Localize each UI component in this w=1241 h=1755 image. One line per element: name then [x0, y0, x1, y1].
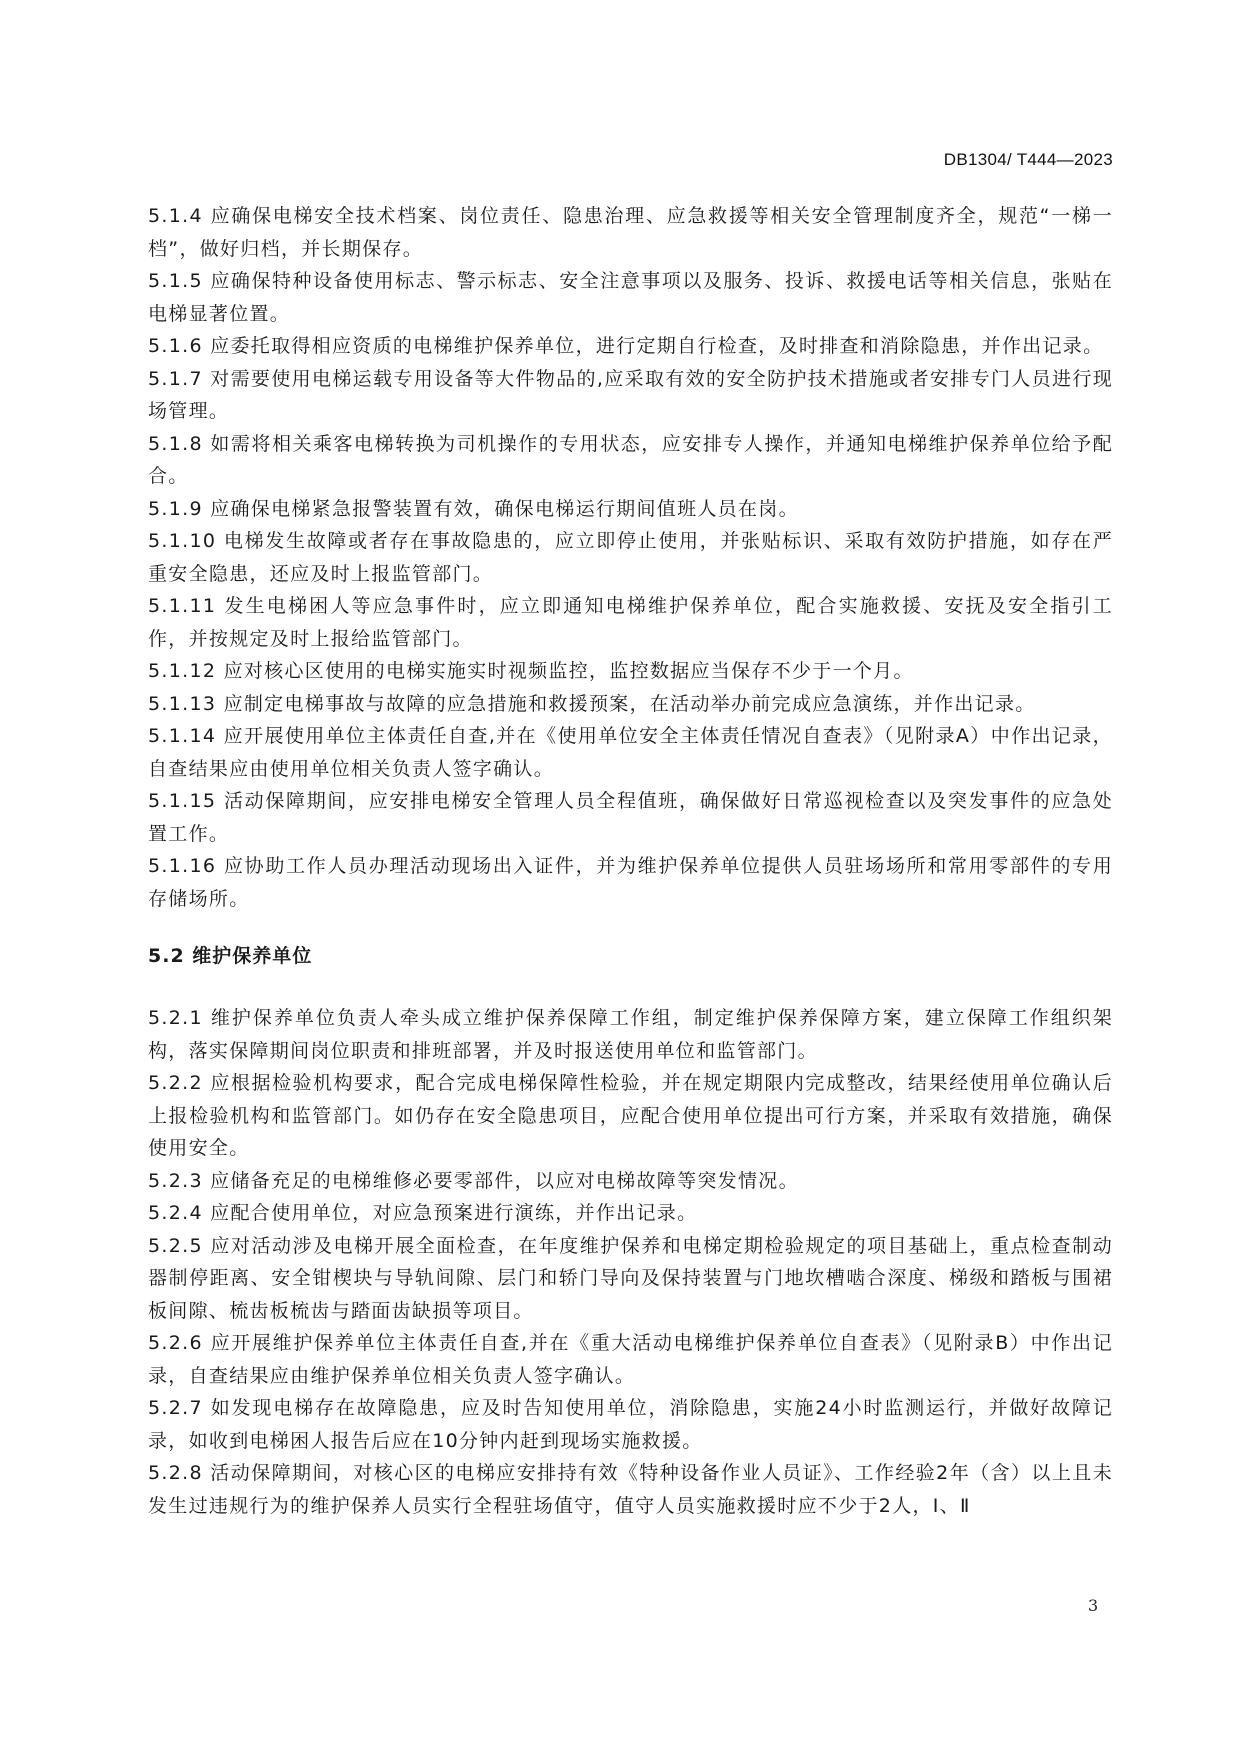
clause-5-1-15: 5.1.15 活动保障期间，应安排电梯安全管理人员全程值班，确保做好日常巡视检查以及突发事件的应急处置工作。: [148, 790, 1113, 845]
clause-5-1-8: 5.1.8 如需将相关乘客电梯转换为司机操作的专用状态，应安排专人操作，并通知电梯维护保养单位给予配合。: [148, 432, 1113, 487]
clause-5-2-7: 5.2.7 如发现电梯存在故障隐患，应及时告知使用单位，消除隐患，实施24小时监测运行，并做好故障记录，如收到电梯困人报告后应在10分钟内赶到现场实施救援。: [148, 1397, 1113, 1452]
clause-5-1-12: 5.1.12 应对核心区使用的电梯实施实时视频监控，监控数据应当保存不少于一个月。: [148, 660, 914, 682]
document-body: [148, 200, 1113, 1522]
page-number: 3: [1088, 1596, 1099, 1615]
clause-5-1-14: 5.1.14 应开展使用单位主体责任自查,并在《使用单位安全主体责任情况自查表》（见附录A）中作出记录，自查结果应由使用单位相关负责人签字确认。: [148, 725, 1113, 780]
document-code: DB1304/ T444—2023: [943, 150, 1113, 169]
clause-5-2-8: 5.2.8 活动保障期间，对核心区的电梯应安排持有效《特种设备作业人员证》、工作经验2年（含）以上且未发生过违规行为的维护保养人员实行全程驻场值守，值守人员实施救援时应不少于2人，Ⅰ、Ⅱ: [148, 1462, 1113, 1517]
clause-5-2-1: 5.2.1 维护保养单位负责人牵头成立维护保养保障工作组，制定维护保养保障方案，建立保障工作组织架构，落实保障期间岗位职责和排班部署，并及时报送使用单位和监管部门。: [148, 1007, 1113, 1062]
section-5-2-heading: 5.2 维护保养单位: [148, 945, 313, 967]
clause-5-1-16: 5.1.16 应协助工作人员办理活动现场出入证件，并为维护保养单位提供人员驻场场所和常用零部件的专用存储场所。: [148, 855, 1113, 910]
clause-5-1-6: 5.1.6 应委托取得相应资质的电梯维护保养单位，进行定期自行检查，及时排查和消除隐患，并作出记录。: [148, 335, 1104, 357]
clause-5-1-5: 5.1.5 应确保特种设备使用标志、警示标志、安全注意事项以及服务、投诉、救援电话等相关信息，张贴在电梯显著位置。: [148, 270, 1113, 325]
clause-5-2-5: 5.2.5 应对活动涉及电梯开展全面检查，在年度维护保养和电梯定期检验规定的项目基础上，重点检查制动器制停距离、安全钳楔块与导轨间隙、层门和轿门导向及保持装置与门地坎槽啮合深度、梯级和踏板与围裙板间隙、梳齿板梳齿与踏面齿缺损等项目。: [148, 1234, 1113, 1322]
clause-5-2-2: 5.2.2 应根据检验机构要求，配合完成电梯保障性检验，并在规定期限内完成整改，结果经使用单位确认后上报检验机构和监管部门。如仍存在安全隐患项目，应配合使用单位提出可行方案，并采取有效措施，确保使用安全。: [148, 1072, 1113, 1159]
clause-5-1-4: 5.1.4 应确保电梯安全技术档案、岗位责任、隐患治理、应急救援等相关安全管理制度齐全，规范“一梯一档”，做好归档，并长期保存。: [148, 205, 1113, 260]
clause-5-2-6: 5.2.6 应开展维护保养单位主体责任自查,并在《重大活动电梯维护保养单位自查表》（见附录B）中作出记录，自查结果应由维护保养单位相关负责人签字确认。: [148, 1332, 1113, 1387]
clause-5-1-9: 5.1.9 应确保电梯紧急报警装置有效，确保电梯运行期间值班人员在岗。: [148, 497, 799, 520]
clause-5-2-4: 5.2.4 应配合使用单位，对应急预案进行演练，并作出记录。: [148, 1202, 698, 1224]
clause-5-1-11: 5.1.11 发生电梯困人等应急事件时，应立即通知电梯维护保养单位，配合实施救援、安抚及安全指引工作，并按规定及时上报给监管部门。: [148, 595, 1113, 650]
clause-5-1-10: 5.1.10 电梯发生故障或者存在事故隐患的，应立即停止使用，并张贴标识、采取有效防护措施，如存在严重安全隐患，还应及时上报监管部门。: [148, 530, 1113, 585]
clause-5-1-7: 5.1.7 对需要使用电梯运载专用设备等大件物品的,应采取有效的安全防护技术措施或者安排专门人员进行现场管理。: [148, 367, 1113, 422]
clause-5-1-13: 5.1.13 应制定电梯事故与故障的应急措施和救援预案，在活动举办前完成应急演练，并作出记录。: [148, 692, 1036, 715]
clause-5-2-3: 5.2.3 应储备充足的电梯维修必要零部件，以应对电梯故障等突发情况。: [148, 1169, 799, 1192]
